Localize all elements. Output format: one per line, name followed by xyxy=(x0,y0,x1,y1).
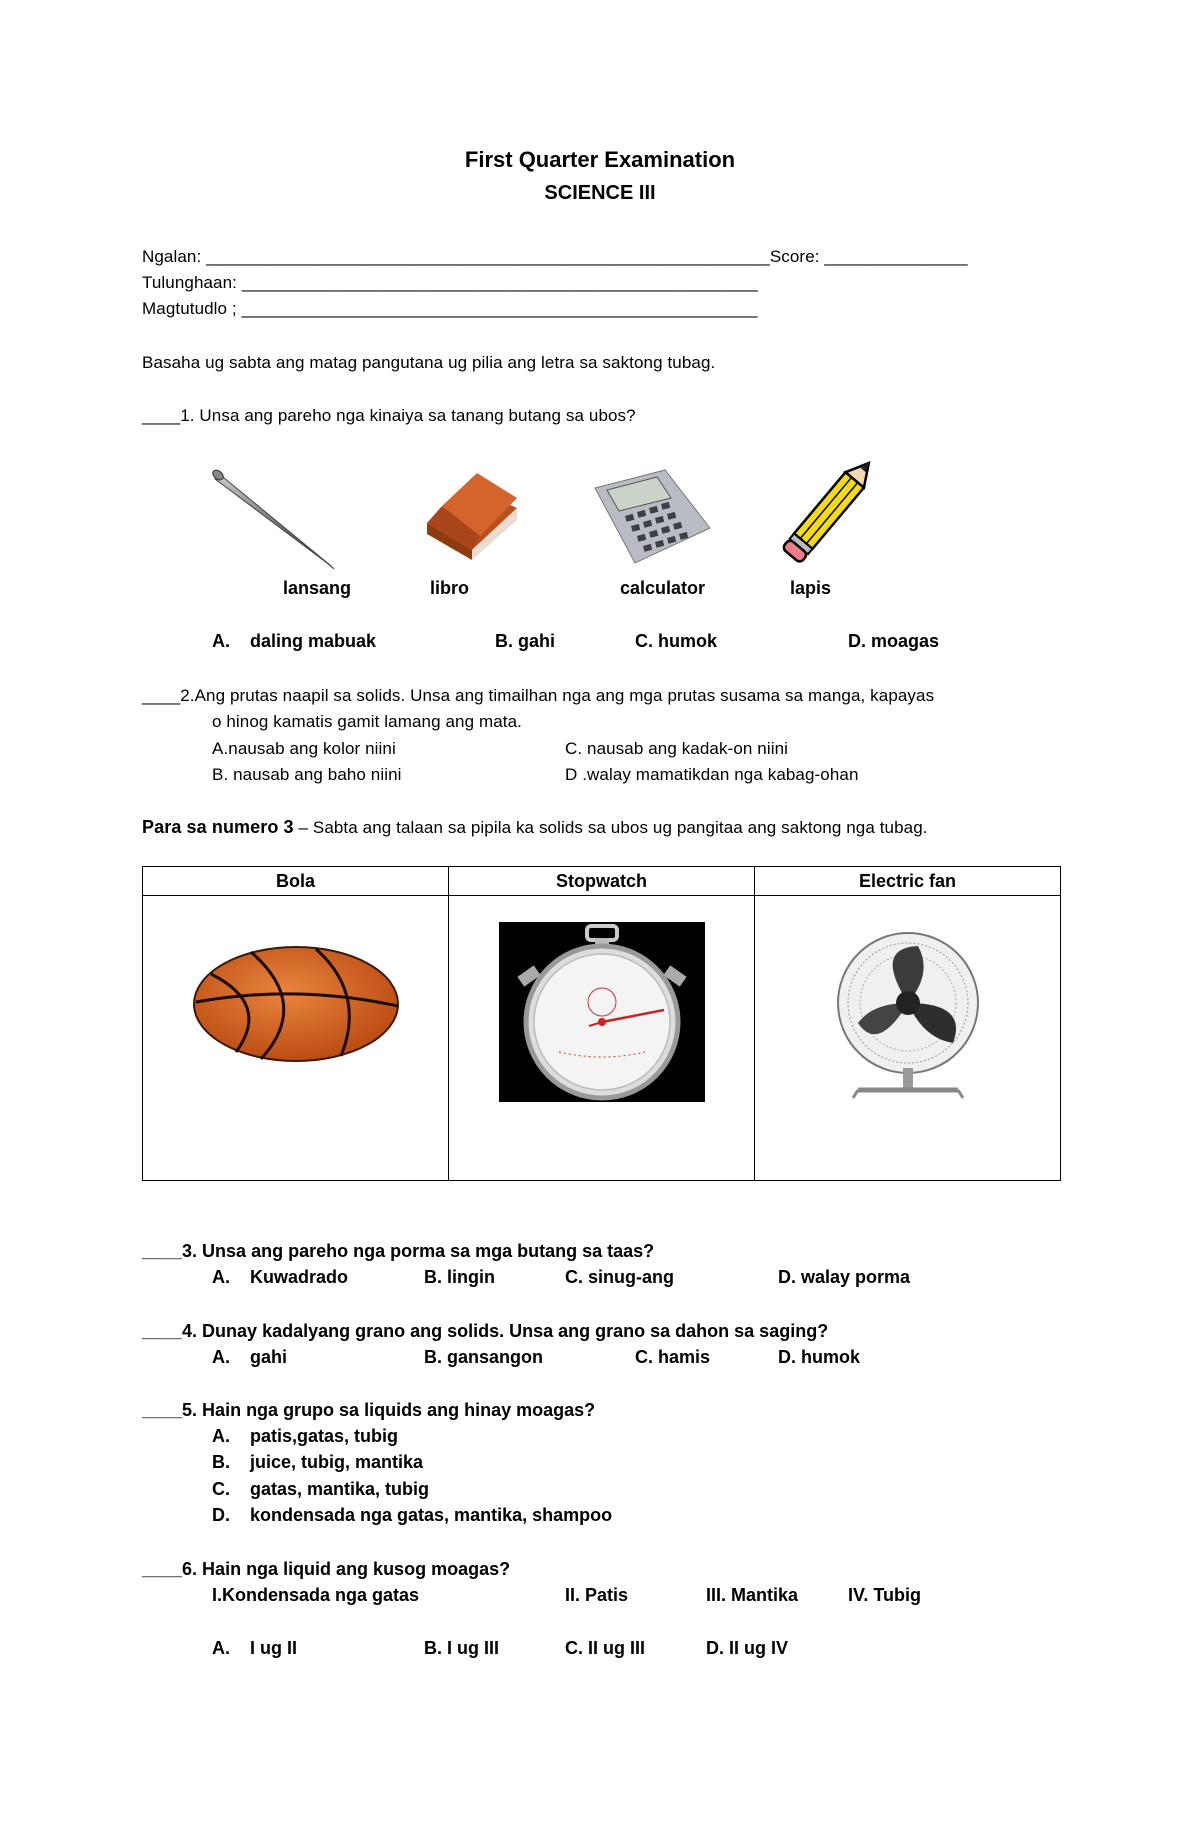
question-6-stem: ____6. Hain nga liquid ang kusog moagas? xyxy=(142,1559,511,1579)
book-image xyxy=(422,468,522,560)
table-cell-stopwatch xyxy=(449,896,755,1181)
q3-choice-c: C. sinug-ang xyxy=(565,1267,674,1287)
q3-choice-b: B. lingin xyxy=(424,1267,495,1287)
table-header-stopwatch: Stopwatch xyxy=(449,867,755,896)
q4-choice-a: A. gahi xyxy=(212,1347,288,1367)
caption-libro: libro xyxy=(430,578,469,598)
q1-choice-b: B. gahi xyxy=(495,631,556,651)
q6-item-3: III. Mantika xyxy=(706,1585,799,1605)
caption-lapis: lapis xyxy=(790,578,832,598)
table-header-bola: Bola xyxy=(143,867,449,896)
q4-choice-c: C. hamis xyxy=(635,1347,711,1367)
q3-choice-a: A. Kuwadrado xyxy=(212,1267,349,1287)
q5-choice-c: C. gatas, mantika, tubig xyxy=(212,1479,430,1499)
q2-choice-b: B. nausab ang baho niini xyxy=(212,765,402,784)
school-field-label: Tulunghaan: ______________________________________________________ xyxy=(142,273,758,292)
caption-calculator: calculator xyxy=(620,578,706,598)
instructions: Basaha ug sabta ang matag pangutana ug pilia ang letra sa saktong tubag. xyxy=(142,353,716,372)
question-4-stem: ____4. Dunay kadalyang grano ang solids. Unsa ang grano sa dahon sa saging? xyxy=(142,1321,829,1341)
name-field-label: Ngalan: ___________________________________________________________Score: _______________ xyxy=(142,247,968,266)
q6-choice-c: C. II ug III xyxy=(565,1638,645,1658)
q6-choice-d: D. II ug IV xyxy=(706,1638,789,1658)
question-5-stem: ____5. Hain nga grupo sa liquids ang hinay moagas? xyxy=(142,1400,596,1420)
q2-choice-c: C. nausab ang kadak-on niini xyxy=(565,739,789,758)
basketball-image xyxy=(191,944,401,1064)
q2-choice-d: D .walay mamatikdan nga kabag-ohan xyxy=(565,765,859,784)
q6-item-4: IV. Tubig xyxy=(848,1585,922,1605)
question-3-stem: ____3. Unsa ang pareho nga porma sa mga butang sa taas? xyxy=(142,1241,655,1261)
q1-choice-a: A. daling mabuak xyxy=(212,631,377,651)
table-cell-electric-fan xyxy=(755,896,1061,1181)
q6-choice-a: A. I ug II xyxy=(212,1638,297,1658)
electric-fan-image xyxy=(833,928,993,1108)
question-2-stem-cont: o hinog kamatis gamit lamang ang mata. xyxy=(212,712,522,731)
nail-image xyxy=(210,465,340,575)
q4-choice-d: D. humok xyxy=(778,1347,861,1367)
teacher-field-label: Magtutudlo ; ______________________________________________________ xyxy=(142,299,758,318)
table-cell-bola xyxy=(143,896,449,1181)
calculator-image xyxy=(585,468,715,578)
q6-item-1: I.Kondensada nga gatas xyxy=(212,1585,420,1605)
page-subtitle: SCIENCE III xyxy=(544,182,656,204)
solids-table xyxy=(142,866,1061,1181)
q4-choice-b: B. gansangon xyxy=(424,1347,544,1367)
q5-choice-b: B. juice, tubig, mantika xyxy=(212,1452,424,1472)
q2-choice-a: A.nausab ang kolor niini xyxy=(212,739,396,758)
q1-choice-d: D. moagas xyxy=(848,631,940,651)
page-title: First Quarter Examination xyxy=(464,147,736,172)
pencil-image xyxy=(775,452,885,577)
table-header-electric-fan: Electric fan xyxy=(755,867,1061,896)
caption-lansang: lansang xyxy=(283,578,352,598)
q5-choice-a: A. patis,gatas, tubig xyxy=(212,1426,399,1446)
stopwatch-image xyxy=(499,922,705,1102)
q3-choice-d: D. walay porma xyxy=(778,1267,911,1287)
question-1-stem: ____1. Unsa ang pareho nga kinaiya sa tanang butang sa ubos? xyxy=(142,406,636,425)
question-2-stem: ____2.Ang prutas naapil sa solids. Unsa ang timailhan nga ang mga prutas susama sa manga, kapayas xyxy=(142,686,935,705)
q1-choice-c: C. humok xyxy=(635,631,718,651)
numero-3-instructions: Para sa numero 3 – Sabta ang talaan sa pipila ka solids sa ubos ug pangitaa ang saktong nga tubag. xyxy=(142,817,928,837)
q6-item-2: II. Patis xyxy=(565,1585,629,1605)
q5-choice-d: D. kondensada nga gatas, mantika, shampoo xyxy=(212,1505,613,1525)
q6-choice-b: B. I ug III xyxy=(424,1638,499,1658)
